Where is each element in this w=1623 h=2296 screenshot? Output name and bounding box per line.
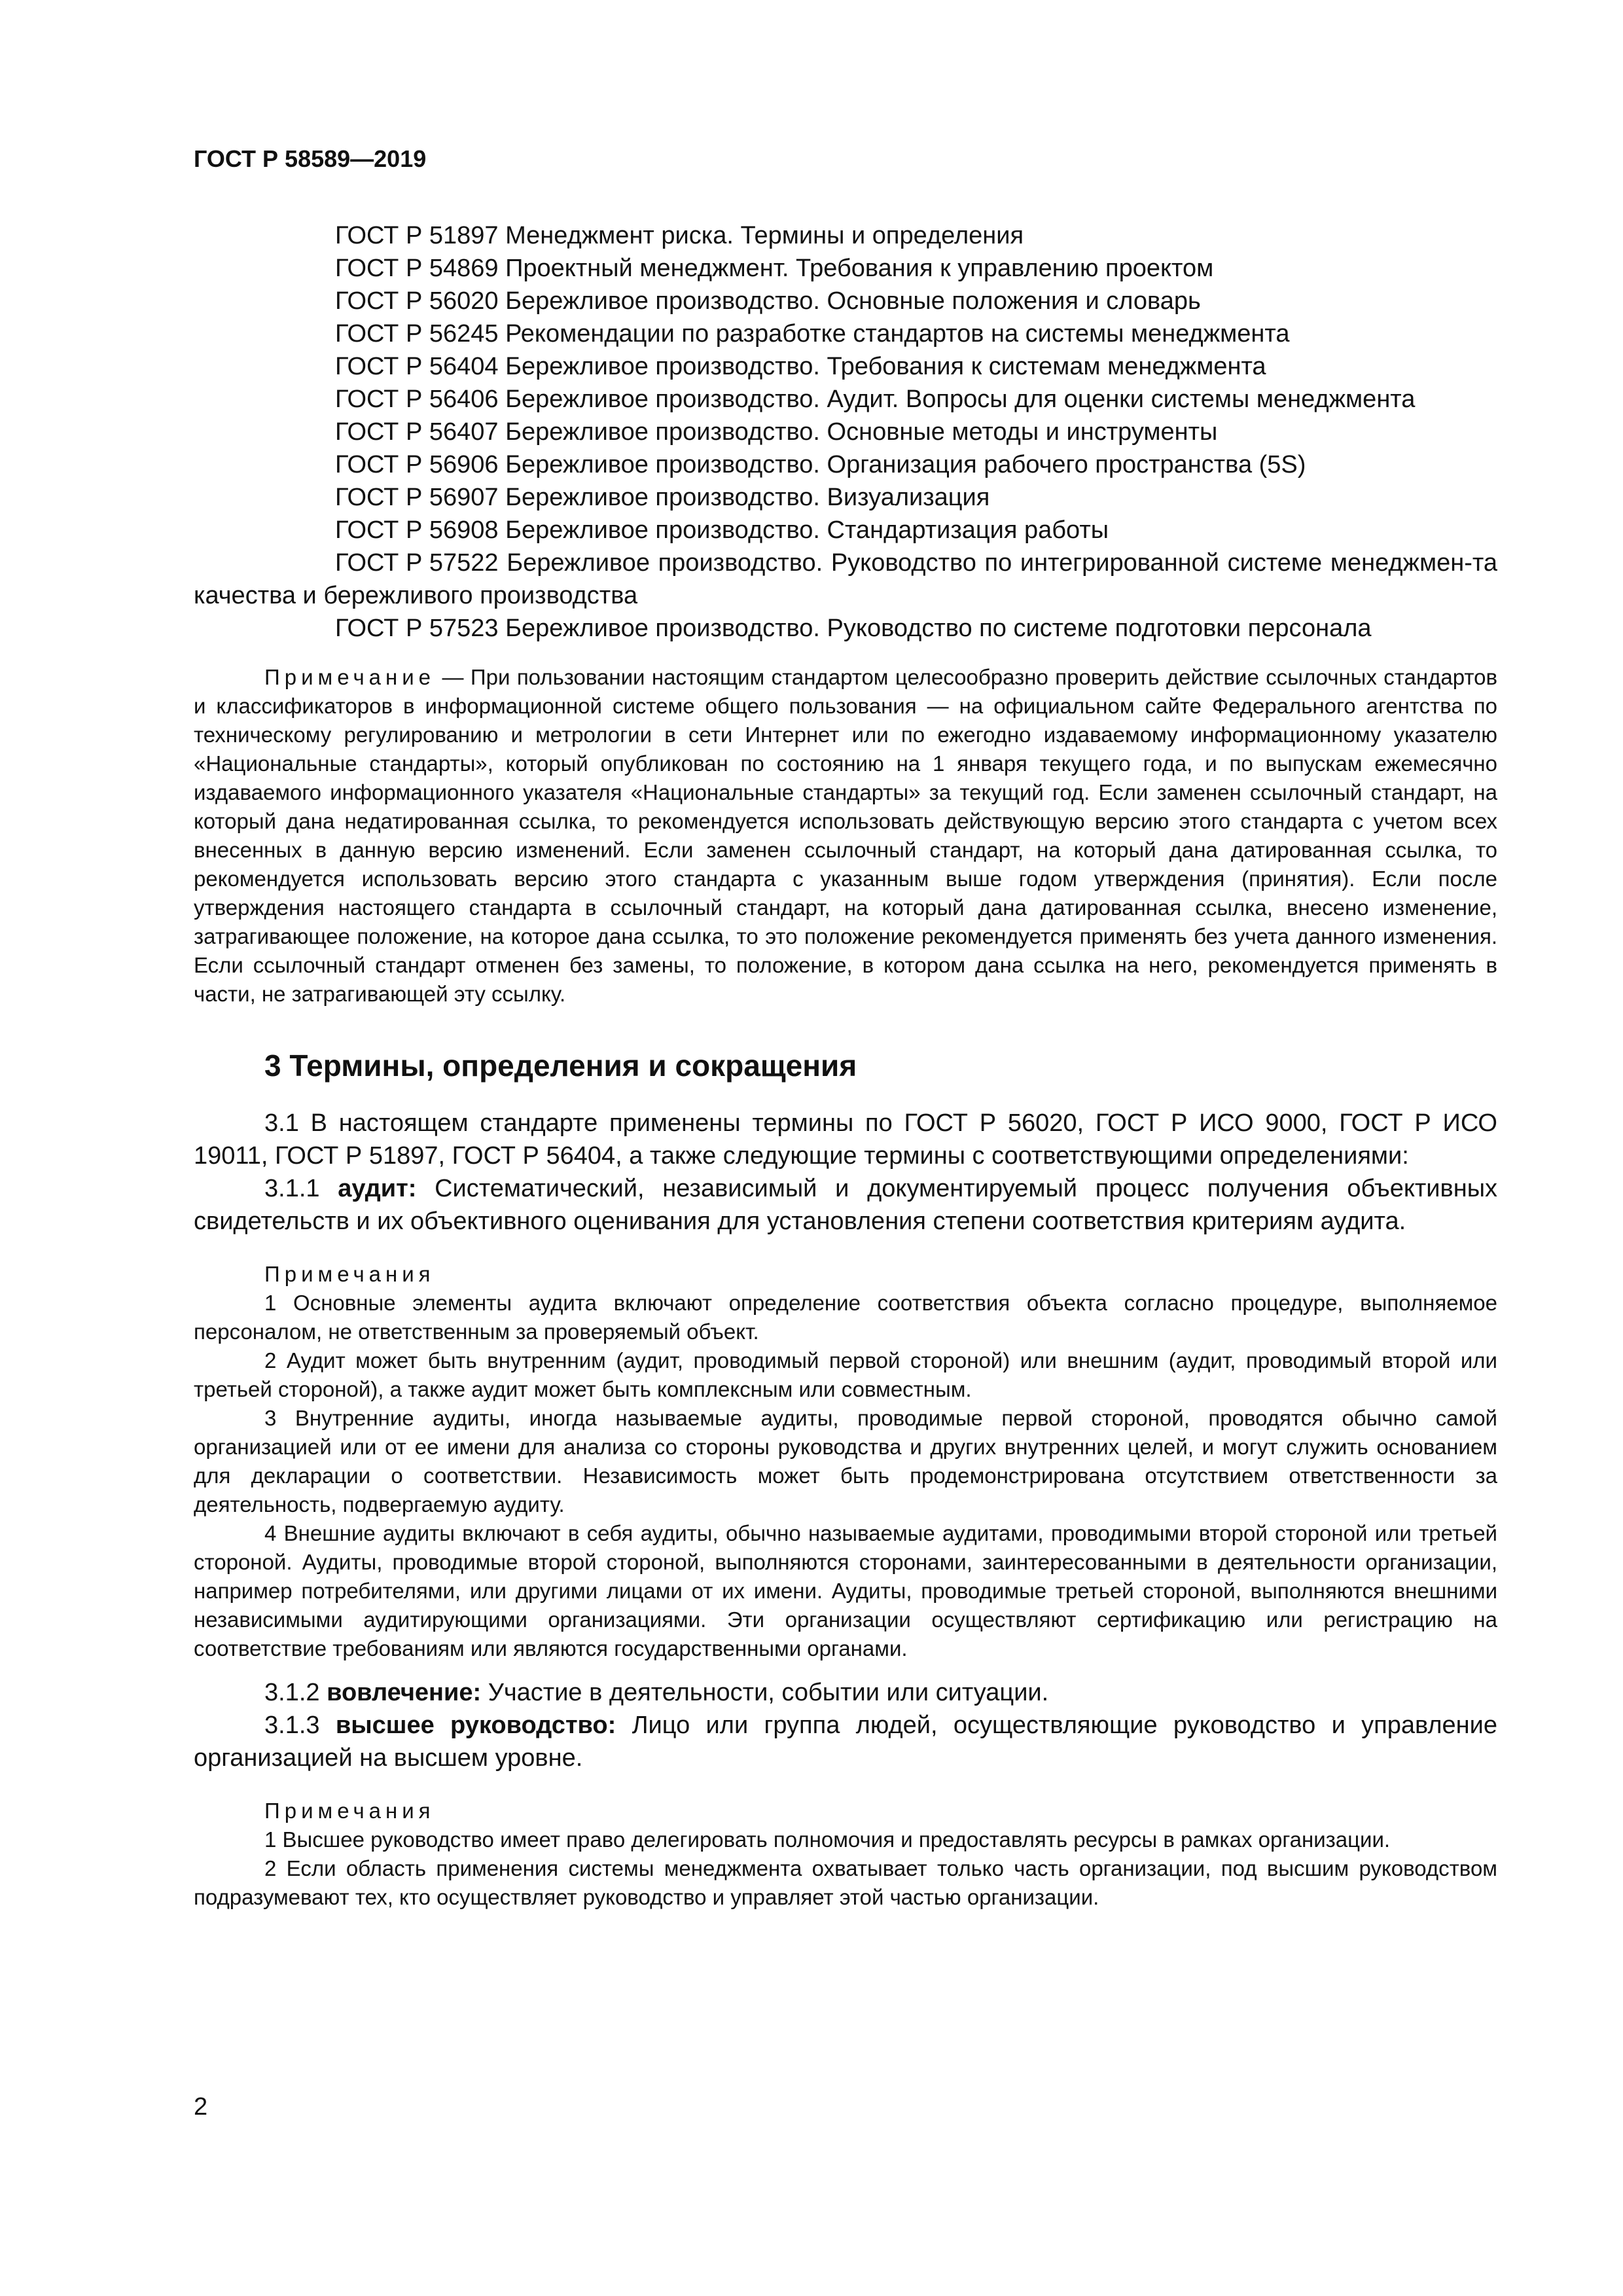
reference-code: ГОСТ Р 56407	[335, 418, 499, 446]
reference-item	[194, 416, 1497, 448]
notes-label: Примечания	[264, 1262, 435, 1286]
reference-title: Бережливое производство. Руководство по системе подготовки персонала	[505, 615, 1372, 642]
reference-title: Проектный менеджмент. Требования к управлению проектом	[505, 255, 1214, 282]
section-heading: 3 Термины, определения и сокращения	[264, 1049, 857, 1083]
reference-code: ГОСТ Р 56020	[335, 287, 499, 315]
note-item: 2 Аудит может быть внутренним (аудит, проводимый первой стороной) или внешним (аудит, проводимый второй или третьей стороной), а также аудит может быть комплексным или совместным.	[194, 1348, 1497, 1401]
page-number: 2	[194, 2093, 208, 2121]
reference-item	[194, 448, 1497, 481]
reference-item	[194, 481, 1497, 514]
term-name: вовлечение:	[327, 1679, 482, 1706]
reference-item	[194, 514, 1497, 547]
reference-item	[194, 285, 1497, 317]
reference-code: ГОСТ Р 51897	[335, 222, 499, 249]
reference-title: Менеджмент риска. Термины и определения	[505, 222, 1024, 249]
spacer	[194, 1663, 1497, 1676]
term-definition: Лицо или группа людей, осуществляющие руководство и управление организацией на высшем уровне.	[194, 1712, 1497, 1772]
note-text: — При пользовании настоящим стандартом целесообразно проверить действие ссылочных стандартов и классификаторов в информационной системе общего пользования — на официальном сайте Федерального агентства по техническому регулированию и метрологии в сети Интернет или по ежегодно издаваемому информационному указателю «Национальные стандарты», который опубликован по состоянию на 1 января текущего года, и по выпускам ежемесячно издаваемого информационного указателя «Национальные стандарты» за текущий год. Если заменен ссылочный стандарт, на который дана недатированная ссылка, то рекомендуется использовать действующую версию этого стандарта с учетом всех внесенных в данную версию изменений. Если заменен ссылочный стандарт, на который дана датированная ссылка, то рекомендуется использовать версию этого стандарта с указанным выше годом утверждения (принятия). Если после утверждения настоящего стандарта в ссылочный стандарт, на который дана датированная ссылка, внесено изменение, затрагивающее положение, на которое дана ссылка, то это положение рекомендуется применять без учета данного изменения. Если ссылочный стандарт отменен без замены, то положение, в котором дана ссылка на него, рекомендуется применять в части, не затрагивающей эту ссылку.	[194, 665, 1497, 1006]
reference-title: Бережливое производство. Требования к системам менеджмента	[505, 353, 1266, 380]
reference-code: ГОСТ Р 56245	[335, 320, 499, 348]
reference-code: ГОСТ Р 56907	[335, 484, 499, 511]
reference-title: Бережливое производство. Организация рабочего пространства (5S)	[505, 451, 1306, 478]
section-intro: 3.1 В настоящем стандарте применены термины по ГОСТ Р 56020, ГОСТ Р ИСО 9000, ГОСТ Р ИСО 19011, ГОСТ Р 51897, ГОСТ Р 56404, а также следующие термины с соответствующими определениями:	[194, 1109, 1497, 1170]
reference-code: ГОСТ Р 56404	[335, 353, 499, 380]
reference-code: ГОСТ Р 57523	[335, 615, 499, 642]
reference-item	[194, 317, 1497, 350]
note-item: 2 Если область применения системы менеджмента охватывает только часть организации, под высшим руководством подразумевают тех, кто осуществляет руководство и управляет этой частью организации.	[194, 1856, 1497, 1909]
reference-title: Бережливое производство. Стандартизация работы	[505, 516, 1109, 544]
term-name: высшее руководство:	[335, 1712, 616, 1739]
page-content	[194, 219, 1497, 1912]
reference-code: ГОСТ Р 56908	[335, 516, 499, 544]
normative-references-list	[194, 219, 1497, 645]
reference-title: Бережливое производство. Визуализация	[505, 484, 990, 511]
term-number: 3.1.2	[264, 1679, 320, 1706]
note-item: 4 Внешние аудиты включают в себя аудиты, обычно называемые аудитами, проводимыми второй стороной или третьей стороной. Аудиты, проводимые второй стороной, выполняются сторонами, заинтересованными в деятельности организации, например потребителями, или другими лицами от их имени. Аудиты, проводимые третьей стороной, выполняются внешними независимыми аудитирующими организациями. Эти организации осуществляют сертификацию или регистрацию на соответствие требованиям или являются государственными органами.	[194, 1521, 1497, 1660]
term-definition: Систематический, независимый и документируемый процесс получения объективных свидетельств и их объективного оценивания для установления степени соответствия критериям аудита.	[194, 1175, 1498, 1235]
reference-code: ГОСТ Р 56906	[335, 451, 499, 478]
reference-title: Рекомендации по разработке стандартов на системы менеджмента	[505, 320, 1290, 348]
term-definition: Участие в деятельности, событии или ситуации.	[488, 1679, 1049, 1706]
reference-item	[194, 547, 1497, 612]
reference-title: Бережливое производство. Аудит. Вопросы для оценки системы менеджмента	[505, 386, 1416, 413]
term-number: 3.1.1	[264, 1175, 320, 1202]
reference-item	[194, 252, 1497, 285]
note-label: Примечание	[264, 665, 436, 689]
term-entry-3-1-3	[194, 1709, 1497, 1774]
note-item: 1 Высшее руководство имеет право делегировать полномочия и предоставлять ресурсы в рамках организации.	[264, 1827, 1391, 1852]
reference-title: Бережливое производство. Основные положения и словарь	[505, 287, 1201, 315]
note-item: 3 Внутренние аудиты, иногда называемые аудиты, проводимые первой стороной, проводятся обычно самой организацией или от ее имени для анализа со стороны руководства и других внутренних целей, и могут служить основанием для декларации о соответствии. Независимость может быть продемонстрирована отсутствием ответственности за деятельность, подвергаемую аудиту.	[194, 1406, 1497, 1516]
reference-title: Бережливое производство. Руководство по интегрированной системе менеджмен-та качества и бережливого производства	[194, 549, 1497, 609]
reference-item	[194, 350, 1497, 383]
reference-item	[194, 219, 1497, 252]
reference-code: ГОСТ Р 57522	[335, 549, 499, 577]
term-entry-3-1-1	[194, 1172, 1497, 1238]
notes-label: Примечания	[264, 1799, 435, 1823]
reference-code: ГОСТ Р 56406	[335, 386, 499, 413]
term-number: 3.1.3	[264, 1712, 320, 1739]
term-entry-3-1-2	[194, 1676, 1497, 1709]
note-item: 1 Основные элементы аудита включают определение соответствия объекта согласно процедуре, выполняемое персоналом, не ответственным за проверяемый объект.	[194, 1291, 1497, 1344]
term-name: аудит:	[338, 1175, 417, 1202]
reference-item	[194, 612, 1497, 645]
reference-item	[194, 383, 1497, 416]
document-header: ГОСТ Р 58589—2019	[194, 145, 427, 172]
reference-note	[194, 663, 1497, 1009]
reference-title: Бережливое производство. Основные методы и инструменты	[505, 418, 1218, 446]
reference-code: ГОСТ Р 54869	[335, 255, 499, 282]
